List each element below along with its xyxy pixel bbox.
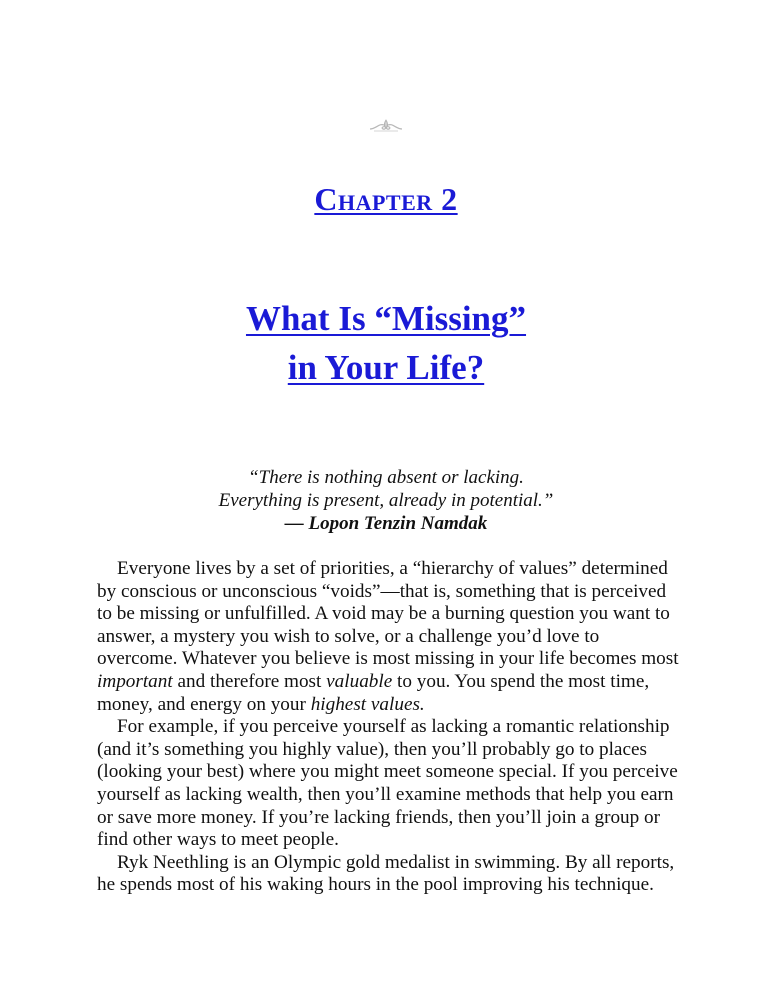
epigraph-attribution: — Lopon Tenzin Namdak	[284, 513, 488, 534]
chapter-title-line-1	[0, 298, 772, 347]
paragraph-3	[97, 852, 677, 897]
text-line	[97, 694, 677, 717]
chapter-title	[0, 298, 772, 396]
paragraph-1	[97, 558, 677, 716]
chapter-heading	[0, 181, 772, 218]
text-line: overcome. Whatever you believe is most missing in your life becomes most	[97, 648, 679, 670]
emphasis-important: important	[97, 670, 173, 692]
paragraph-2	[97, 716, 677, 852]
text-line: yourself as lacking wealth, then you’ll examine methods that help you earn	[97, 783, 674, 805]
emphasis-highest-values: highest values.	[310, 693, 425, 715]
ornament	[0, 118, 772, 139]
epigraph-line-1: “There is nothing absent or lacking.	[248, 467, 524, 488]
chapter-title-link-1[interactable]: What Is “Missing”	[245, 299, 527, 338]
text-line	[97, 671, 677, 694]
text-line: For example, if you perceive yourself as lacking a romantic relationship	[117, 716, 670, 738]
text-line: answer, a mystery you wish to solve, or a challenge you’d love to	[97, 625, 600, 647]
text-line: find other ways to meet people.	[97, 829, 339, 851]
chapter-number-link[interactable]: Chapter 2	[314, 181, 458, 217]
body-text	[97, 558, 677, 897]
text-line: he spends most of his waking hours in the pool improving his technique.	[97, 874, 654, 896]
text-line: Everyone lives by a set of priorities, a “hierarchy of values” determined	[117, 558, 668, 579]
emphasis-valuable: valuable	[326, 670, 393, 692]
epigraph	[0, 466, 772, 535]
epigraph-line-2: Everything is present, already in potential.”	[218, 490, 554, 511]
text-line: to be missing or unfulfilled. A void may be a burning question you want to	[97, 603, 670, 625]
chapter-title-line-2	[0, 347, 772, 396]
flourish-ornament-icon	[368, 118, 404, 134]
text-line: (looking your best) where you might meet someone special. If you perceive	[97, 761, 678, 783]
text-line: Ryk Neethling is an Olympic gold medalist in swimming. By all reports,	[117, 851, 675, 873]
text-fragment: and therefore most	[172, 670, 327, 692]
text-line: or save more money. If you’re lacking friends, then you’ll join a group or	[97, 806, 661, 828]
text-line: by conscious or unconscious “voids”—that is, something that is perceived	[97, 580, 667, 602]
text-fragment: to you. You spend the most time,	[392, 670, 650, 692]
chapter-title-link-2[interactable]: in Your Life?	[287, 348, 485, 387]
text-fragment: money, and energy on your	[97, 693, 311, 715]
text-line: (and it’s something you highly value), then you’ll probably go to places	[97, 738, 647, 760]
